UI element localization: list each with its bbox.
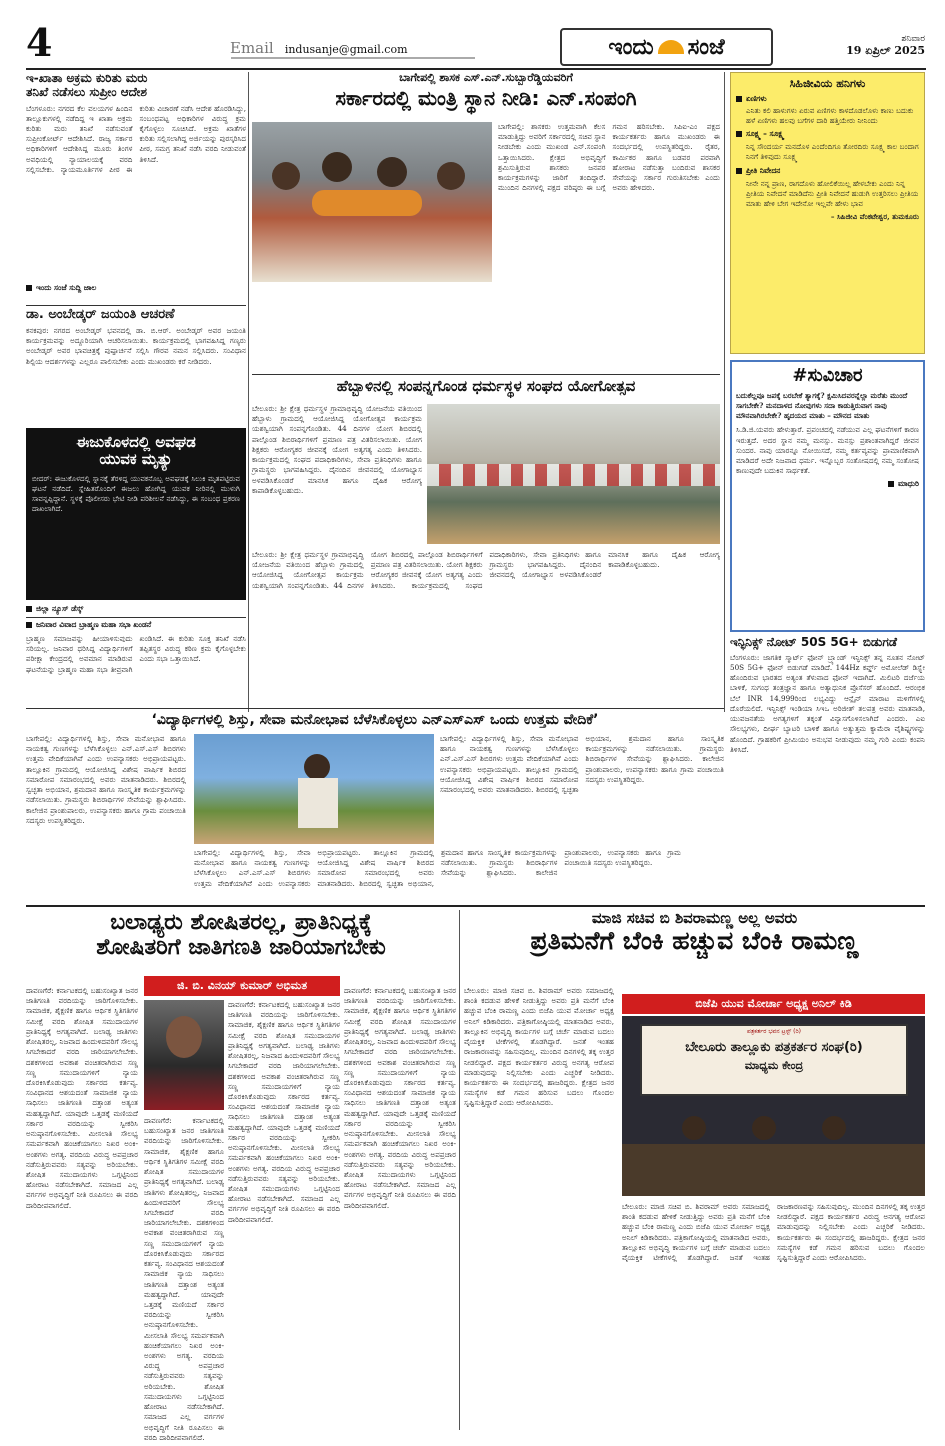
drowning-credit: ಜಿಲ್ಲಾ ನ್ಯೂಸ್ ಡೆಸ್ಕ್ bbox=[26, 604, 246, 614]
census-title-1: ಬಲಾಢ್ಯರು ಶೋಷಿತರಲ್ಲ, ಪ್ರಾತಿನಿಧ್ಯಕ್ಕೆ bbox=[110, 910, 372, 935]
census-body-mid: ದಾವಣಗೆರೆ: ಕರ್ನಾಟಕದಲ್ಲಿ ಬಹುಸಂಖ್ಯಾತ ಜನರ ಜಾತಿಗಣತಿ ವರದಿಯನ್ನು ಜಾರಿಗೊಳಿಸಬೇಕು. ಸಾಮಾಜಿಕ, ಶೈಕ್ಷಣಿಕ ಹಾಗೂ ಆರ್ಥಿಕ ಸ್ಥಿತಿಗತಿಗಳ ಸಮೀಕ್ಷೆ ವರದಿ ಶೋಷಿತ ಸಮುದಾಯಗಳ ಪ್ರಾತಿನಿಧ್ಯಕ್ಕೆ ಅಗತ್ಯವಾಗಿದೆ. ಬಲಾಢ್ಯ ಜಾತಿಗಳು ಶೋಷಿತರಲ್ಲ, ನಿಜವಾದ ಹಿಂದುಳಿದವರಿಗೆ ಸೌಲಭ್ಯ ಸಿಗಬೇಕಾದರೆ ವರದಿ ಜಾರಿಯಾಗಲೇಬೇಕು. ದಶಕಗಳಿಂದ ಅವಕಾಶ ವಂಚಿತರಾಗಿರುವ ಸಣ್ಣ ಸಣ್ಣ ಸಮುದಾಯಗಳಿಗೆ ನ್ಯಾಯ ದೊರಕಿಸಿಕೊಡುವುದು ಸರ್ಕಾರದ ಕರ್ತವ್ಯ. ಸಂವಿಧಾನದ ಆಶಯದಂತೆ ಸಾಮಾಜಿಕ ನ್ಯಾಯ ಸಾಧಿಸಲು ಜಾತಿಗಣತಿ ದತ್ತಾಂಶ ಅತ್ಯಂತ ಮಹತ್ವದ್ದಾಗಿದೆ. ಯಾವುದೇ ಒತ್ತಡಕ್ಕೆ ಮಣಿಯದೆ ಸರ್ಕಾರ ವರದಿಯನ್ನು ಸ್ವೀಕರಿಸಿ ಅನುಷ್ಠಾನಗೊಳಿಸಬೇಕು. ಮೀಸಲಾತಿ ಸೌಲಭ್ಯ ಸಮರ್ಪಕವಾಗಿ ಹಂಚಿಕೆಯಾಗಲು ನಿಖರ ಅಂಕಿ-ಅಂಶಗಳು ಅಗತ್ಯ. ವರದಿಯ ವಿರುದ್ಧ ಅಪಪ್ರಚಾರ ನಡೆಸುತ್ತಿರುವವರು ಸತ್ಯವನ್ನು ಅರಿಯಬೇಕು. ಶೋಷಿತ ಸಮುದಾಯಗಳು ಒಗ್ಗಟ್ಟಿನಿಂದ ಹೋರಾಟ ನಡೆಸಬೇಕಾಗಿದೆ. ಸಮಾಜದ ಎಲ್ಲ ವರ್ಗಗಳ ಅಭಿವೃದ್ಧಿಗೆ ನೀತಿ ರೂಪಿಸಲು ಈ ವರದಿ ದಾರಿದೀಪವಾಗಲಿದೆ. bbox=[228, 1000, 340, 1224]
masthead-date bbox=[815, 34, 925, 64]
logo-text-left: ಇಂದು bbox=[608, 34, 654, 60]
nss-top-rule bbox=[26, 708, 724, 709]
minister-photo bbox=[252, 122, 492, 282]
ambedkar-body: ಕನಕಪುರ: ನಗರದ ಅಂಬೇಡ್ಕರ್ ಭವನದಲ್ಲಿ ಡಾ. ಬಿ.ಆರ್. ಅಂಬೇಡ್ಕರ್ ಅವರ ಜಯಂತಿ ಕಾರ್ಯಕ್ರಮವನ್ನು ಅದ್ದೂರಿಯಾಗಿ ಆಚರಿಸಲಾಯಿತು. ಕಾರ್ಯಕ್ರಮದಲ್ಲಿ ಭಾಗವಹಿಸಿದ್ದ ಗಣ್ಯರು ಅಂಬೇಡ್ಕರ್ ಅವರ ಭಾವಚಿತ್ರಕ್ಕೆ ಪುಷ್ಪಾರ್ಚನೆ ಸಲ್ಲಿಸಿ ಗೌರವ ನಮನ ಸಲ್ಲಿಸಿದರು. ಸಂವಿಧಾನ ಶಿಲ್ಪಿಯ ಆದರ್ಶಗಳನ್ನು ಎಲ್ಲರೂ ಪಾಲಿಸಬೇಕು ಎಂದು ಮುಖಂಡರು ಕರೆ ನೀಡಿದರು. bbox=[26, 325, 246, 366]
suvichara-body: ಸಿ.ಡಿ.ಜಿ.ಯವರು ಹೇಳುತ್ತಾರೆ. ಪ್ರಪಂಚದಲ್ಲಿ ನಡೆಯುವ ಎಲ್ಲ ಘಟನೆಗಳಿಗೆ ಕಾರಣ ಇರುತ್ತದೆ. ಅದರ ಸ್ಥಾನ ನಮ್ಮ ಮನಸ್ಸು. ಮನಸ್ಸು ಪ್ರಶಾಂತವಾಗಿದ್ದರೆ ಜೀವನ ಸುಂದರ. ನಾವು ಯಾರನ್ನೂ ನೋಯಿಸದೆ, ನಮ್ಮ ಕರ್ತವ್ಯವನ್ನು ಪ್ರಾಮಾಣಿಕವಾಗಿ ಮಾಡಿದರೆ ಅದೇ ನಿಜವಾದ ಧರ್ಮ. ಇನ್ನೊಬ್ಬರ ಸಂತೋಷದಲ್ಲಿ ನಮ್ಮ ಸಂತೋಷ ಕಾಣುವುದೇ ಬದುಕಿನ ಸಾರ್ಥಕತೆ. bbox=[736, 425, 919, 476]
poetry-sec3-title: ಪ್ರೀತಿ ನಿವೇದನ bbox=[736, 166, 919, 176]
suvichara-box bbox=[730, 360, 925, 632]
center-rule-1 bbox=[252, 374, 720, 375]
ekhata-title-1: ಇ-ಖಾತಾ ಅಕ್ರಮ ಕುರಿತು ಮರು bbox=[26, 71, 148, 85]
ekhata-body: ಬೆಂಗಳೂರು: ನಗರದ ಕೆಲ ವಲಯಗಳ ಹಿಂದಿನ ತಾಲ್ಲೂಕುಗಳಲ್ಲಿ ನಡೆದಿದ್ದ ಇ ಖಾತಾ ಅಕ್ರಮ ಕುರಿತು ಮರು ತನಿಖೆ ನಡೆಸುವಂತೆ ಸುಪ್ರೀಂಕೋರ್ಟ್ ಆದೇಶಿಸಿದೆ. ರಾಜ್ಯ ಸರ್ಕಾರ ಅಧಿಕಾರಿಗಳಿಗೆ ಆದೇಶಿಸಿದ್ದ ಮೂರು ತಿಂಗಳ ಅವಧಿಯಲ್ಲಿ ನ್ಯಾಯಾಲಯಕ್ಕೆ ವರದಿ ಸಲ್ಲಿಸಬೇಕು. ನ್ಯಾಯಮೂರ್ತಿಗಳ ಪೀಠ ಈ ಕುರಿತು ವಿಚಾರಣೆ ನಡೆಸಿ ಆದೇಶ ಹೊರಡಿಸಿದ್ದು, ಸಂಬಂಧಪಟ್ಟ ಅಧಿಕಾರಿಗಳ ವಿರುದ್ಧ ಕ್ರಮ ಕೈಗೊಳ್ಳಲು ಸೂಚಿಸಿದೆ. ಅಕ್ರಮ ಖಾತೆಗಳ ಕುರಿತು ಸಲ್ಲಿಸಲಾಗಿದ್ದ ಅರ್ಜಿಯನ್ನು ಪುರಸ್ಕರಿಸಿದ ಪೀಠ, ಸಮಗ್ರ ತನಿಖೆ ನಡೆಸಿ ವರದಿ ನೀಡುವಂತೆ ತಿಳಿಸಿದೆ. bbox=[26, 103, 246, 174]
ekhata-credit: ಇಂದು ಸಂಜೆ ಸುದ್ದಿ ಜಾಲ bbox=[26, 283, 246, 293]
census-body-right: ದಾವಣಗೆರೆ: ಕರ್ನಾಟಕದಲ್ಲಿ ಬಹುಸಂಖ್ಯಾತ ಜನರ ಜಾತಿಗಣತಿ ವರದಿಯನ್ನು ಜಾರಿಗೊಳಿಸಬೇಕು. ಸಾಮಾಜಿಕ, ಶೈಕ್ಷಣಿಕ ಹಾಗೂ ಆರ್ಥಿಕ ಸ್ಥಿತಿಗತಿಗಳ ಸಮೀಕ್ಷೆ ವರದಿ ಶೋಷಿತ ಸಮುದಾಯಗಳ ಪ್ರಾತಿನಿಧ್ಯಕ್ಕೆ ಅಗತ್ಯವಾಗಿದೆ. ಬಲಾಢ್ಯ ಜಾತಿಗಳು ಶೋಷಿತರಲ್ಲ, ನಿಜವಾದ ಹಿಂದುಳಿದವರಿಗೆ ಸೌಲಭ್ಯ ಸಿಗಬೇಕಾದರೆ ವರದಿ ಜಾರಿಯಾಗಲೇಬೇಕು. ದಶಕಗಳಿಂದ ಅವಕಾಶ ವಂಚಿತರಾಗಿರುವ ಸಣ್ಣ ಸಣ್ಣ ಸಮುದಾಯಗಳಿಗೆ ನ್ಯಾಯ ದೊರಕಿಸಿಕೊಡುವುದು ಸರ್ಕಾರದ ಕರ್ತವ್ಯ. ಸಂವಿಧಾನದ ಆಶಯದಂತೆ ಸಾಮಾಜಿಕ ನ್ಯಾಯ ಸಾಧಿಸಲು ಜಾತಿಗಣತಿ ದತ್ತಾಂಶ ಅತ್ಯಂತ ಮಹತ್ವದ್ದಾಗಿದೆ. ಯಾವುದೇ ಒತ್ತಡಕ್ಕೆ ಮಣಿಯದೆ ಸರ್ಕಾರ ವರದಿಯನ್ನು ಸ್ವೀಕರಿಸಿ ಅನುಷ್ಠಾನಗೊಳಿಸಬೇಕು. ಮೀಸಲಾತಿ ಸೌಲಭ್ಯ ಸಮರ್ಪಕವಾಗಿ ಹಂಚಿಕೆಯಾಗಲು ನಿಖರ ಅಂಕಿ-ಅಂಶಗಳು ಅಗತ್ಯ. ವರದಿಯ ವಿರುದ್ಧ ಅಪಪ್ರಚಾರ ನಡೆಸುತ್ತಿರುವವರು ಸತ್ಯವನ್ನು ಅರಿಯಬೇಕು. ಶೋಷಿತ ಸಮುದಾಯಗಳು ಒಗ್ಗಟ್ಟಿನಿಂದ ಹೋರಾಟ ನಡೆಸಬೇಕಾಗಿದೆ. ಸಮಾಜದ ಎಲ್ಲ ವರ್ಗಗಳ ಅಭಿವೃದ್ಧಿಗೆ ನೀತಿ ರೂಪಿಸಲು ಈ ವರದಿ ದಾರಿದೀಪವಾಗಲಿದೆ. bbox=[344, 986, 456, 1210]
infinix-title: ಇನ್ಫಿನಿಕ್ಸ್ ನೋಟ್ 50S 5G+ ಬಿಡುಗಡೆ bbox=[730, 635, 897, 649]
poetry-sec1-title: ಏಣಿಗಳು bbox=[736, 94, 919, 104]
shivaramanna-photo-caption: ಬಿಜೆಪಿ ಯುವ ಮೋರ್ಚಾ ಅಧ್ಯಕ್ಷ ಅನಿಲ್ ಕಿಡಿ bbox=[622, 994, 925, 1014]
nss-body-right: ಬಾಗೇಪಲ್ಲಿ: ವಿದ್ಯಾರ್ಥಿಗಳಲ್ಲಿ ಶಿಸ್ತು, ಸೇವಾ ಮನೋಭಾವ ಹಾಗೂ ನಾಯಕತ್ವ ಗುಣಗಳನ್ನು ಬೆಳೆಸಿಕೊಳ್ಳಲು ಎನ್.ಎಸ್.ಎಸ್ ಶಿಬಿರಗಳು ಉತ್ತಮ ವೇದಿಕೆಯಾಗಿವೆ ಎಂದು ಉಪನ್ಯಾಸಕರು ಅಭಿಪ್ರಾಯಪಟ್ಟರು. ತಾಲ್ಲೂಕಿನ ಗ್ರಾಮದಲ್ಲಿ ಆಯೋಜಿಸಿದ್ದ ವಿಶೇಷ ವಾರ್ಷಿಕ ಶಿಬಿರದ ಸಮಾರೋಪ ಸಮಾರಂಭದಲ್ಲಿ ಅವರು ಮಾತನಾಡಿದರು. ಶಿಬಿರದಲ್ಲಿ ಸ್ವಚ್ಛತಾ ಅಭಿಯಾನ, ಶ್ರಮದಾನ ಹಾಗೂ ಸಾಂಸ್ಕೃತಿಕ ಕಾರ್ಯಕ್ರಮಗಳನ್ನು ನಡೆಸಲಾಯಿತು. ಗ್ರಾಮಸ್ಥರು ಶಿಬಿರಾರ್ಥಿಗಳ ಸೇವೆಯನ್ನು ಶ್ಲಾಘಿಸಿದರು. ಕಾಲೇಜಿನ ಪ್ರಾಂಶುಪಾಲರು, ಉಪನ್ಯಾಸಕರು ಹಾಗೂ ಗ್ರಾಮ ಪಂಚಾಯಿತಿ ಸದಸ್ಯರು ಉಪಸ್ಥಿತರಿದ್ದರು. bbox=[440, 734, 724, 795]
article-ambedkar bbox=[26, 308, 246, 424]
minister-kicker: ಬಾಗೇಪಲ್ಲಿ ಶಾಸಕ ಎಸ್.ಎನ್.ಸುಬ್ಬಾರೆಡ್ಡಿಯವರಿಗೆ bbox=[399, 71, 573, 84]
masthead-rule bbox=[26, 68, 926, 70]
col-divider-bottom bbox=[459, 910, 460, 1430]
poetry-sidebar bbox=[730, 72, 925, 354]
infinix-body: ಬೆಂಗಳೂರು: ಜಾಗತಿಕ ಸ್ಮಾರ್ಟ್ ಫೋನ್ ಬ್ರ್ಯಾಂಡ್ ಇನ್ಫಿನಿಕ್ಸ್ ತನ್ನ ನೂತನ ನೋಟ್ 50S 5G+ ಫೋನ್ ಬಿಡುಗಡೆ ಮಾಡಿದೆ. 144Hz ಕರ್ವ್ಡ್ ಅಮೋಲೆಡ್ ಡಿಸ್ಪ್ಲೇ ಹೊಂದಿರುವ ಭಾರತದ ಅತ್ಯಂತ ತೆಳುವಾದ ಫೋನ್ ಇದಾಗಿದೆ. ಮಿಲಿಟರಿ ದರ್ಜೆಯ ಬಾಳಿಕೆ, ಸುಗಂಧ ತಂತ್ರಜ್ಞಾನ ಹಾಗೂ ಅತ್ಯಾಧುನಿಕ ಪ್ರೊಸೆಸರ್ ಹೊಂದಿದೆ. ಆರಂಭಿಕ ಬೆಲೆ INR 14,999ರಿಂದ ಲಭ್ಯವಿದ್ದು ಆನ್ಲೈನ್ ಮಾರಾಟ ಮಳಿಗೆಗಳಲ್ಲಿ ದೊರೆಯಲಿದೆ. ಇನ್ಫಿನಿಕ್ಸ್ ಇಂಡಿಯಾ ಸಿಇಒ ಅರಿಜೀತ್ ತಲಪತ್ರ ಅವರು ಮಾತನಾಡಿ, ಯುವಜನತೆಯ ಅಗತ್ಯಗಳಿಗೆ ತಕ್ಕಂತೆ ವಿನ್ಯಾಸಗೊಳಿಸಲಾಗಿದೆ ಎಂದರು. ಎಐ ಸೌಲಭ್ಯಗಳು, ದೀರ್ಘ ಬ್ಯಾಟರಿ ಬಾಳಿಕೆ ಹಾಗೂ ಅತ್ಯುತ್ತಮ ಕ್ಯಾಮೆರಾ ವೈಶಿಷ್ಟ್ಯಗಳನ್ನು ಹೊಂದಿದೆ. ಗ್ರಾಹಕರಿಗೆ ಪ್ರೀಮಿಯಂ ಅನುಭವ ನೀಡುವುದು ನಮ್ಮ ಗುರಿ ಎಂದು ಕಂಪನಿ ತಿಳಿಸಿದೆ. bbox=[730, 652, 925, 754]
press-meet-photo bbox=[622, 1016, 925, 1196]
census-body-under-photo: ದಾವಣಗೆರೆ: ಕರ್ನಾಟಕದಲ್ಲಿ ಬಹುಸಂಖ್ಯಾತ ಜನರ ಜಾತಿಗಣತಿ ವರದಿಯನ್ನು ಜಾರಿಗೊಳಿಸಬೇಕು. ಸಾಮಾಜಿಕ, ಶೈಕ್ಷಣಿಕ ಹಾಗೂ ಆರ್ಥಿಕ ಸ್ಥಿತಿಗತಿಗಳ ಸಮೀಕ್ಷೆ ವರದಿ ಶೋಷಿತ ಸಮುದಾಯಗಳ ಪ್ರಾತಿನಿಧ್ಯಕ್ಕೆ ಅಗತ್ಯವಾಗಿದೆ. ಬಲಾಢ್ಯ ಜಾತಿಗಳು ಶೋಷಿತರಲ್ಲ, ನಿಜವಾದ ಹಿಂದುಳಿದವರಿಗೆ ಸೌಲಭ್ಯ ಸಿಗಬೇಕಾದರೆ ವರದಿ ಜಾರಿಯಾಗಲೇಬೇಕು. ದಶಕಗಳಿಂದ ಅವಕಾಶ ವಂಚಿತರಾಗಿರುವ ಸಣ್ಣ ಸಣ್ಣ ಸಮುದಾಯಗಳಿಗೆ ನ್ಯಾಯ ದೊರಕಿಸಿಕೊಡುವುದು ಸರ್ಕಾರದ ಕರ್ತವ್ಯ. ಸಂವಿಧಾನದ ಆಶಯದಂತೆ ಸಾಮಾಜಿಕ ನ್ಯಾಯ ಸಾಧಿಸಲು ಜಾತಿಗಣತಿ ದತ್ತಾಂಶ ಅತ್ಯಂತ ಮಹತ್ವದ್ದಾಗಿದೆ. ಯಾವುದೇ ಒತ್ತಡಕ್ಕೆ ಮಣಿಯದೆ ಸರ್ಕಾರ ವರದಿಯನ್ನು ಸ್ವೀಕರಿಸಿ ಅನುಷ್ಠಾನಗೊಳಿಸಬೇಕು. ಮೀಸಲಾತಿ ಸೌಲಭ್ಯ ಸಮರ್ಪಕವಾಗಿ ಹಂಚಿಕೆಯಾಗಲು ನಿಖರ ಅಂಕಿ-ಅಂಶಗಳು ಅಗತ್ಯ. ವರದಿಯ ವಿರುದ್ಧ ಅಪಪ್ರಚಾರ ನಡೆಸುತ್ತಿರುವವರು ಸತ್ಯವನ್ನು ಅರಿಯಬೇಕು. ಶೋಷಿತ ಸಮುದಾಯಗಳು ಒಗ್ಗಟ್ಟಿನಿಂದ ಹೋರಾಟ ನಡೆಸಬೇಕಾಗಿದೆ. ಸಮಾಜದ ಎಲ್ಲ ವರ್ಗಗಳ ಅಭಿವೃದ್ಧಿಗೆ ನೀತಿ ರೂಪಿಸಲು ಈ ವರದಿ ದಾರಿದೀಪವಾಗಲಿದೆ. bbox=[144, 1116, 224, 1442]
yoga-body-lower: ಬೇಲೂರು: ಶ್ರೀ ಕ್ಷೇತ್ರ ಧರ್ಮಸ್ಥಳ ಗ್ರಾಮಾಭಿವೃದ್ಧಿ ಯೋಜನೆಯ ವತಿಯಿಂದ ಹೆಬ್ಬಾಳು ಗ್ರಾಮದಲ್ಲಿ ಆಯೋಜಿಸಿದ್ದ ಯೋಗೋತ್ಸವ ಕಾರ್ಯಕ್ರಮ ಯಶಸ್ವಿಯಾಗಿ ಸಂಪನ್ನಗೊಂಡಿತು. 44 ದಿನಗಳ ಯೋಗ ಶಿಬಿರದಲ್ಲಿ ಪಾಲ್ಗೊಂಡ ಶಿಬಿರಾರ್ಥಿಗಳಿಗೆ ಪ್ರಮಾಣ ಪತ್ರ ವಿತರಿಸಲಾಯಿತು. ಯೋಗ ಶಿಕ್ಷಕರು ಆರೋಗ್ಯಕರ ಜೀವನಕ್ಕೆ ಯೋಗ ಅತ್ಯಗತ್ಯ ಎಂದು ತಿಳಿಸಿದರು. ಕಾರ್ಯಕ್ರಮದಲ್ಲಿ ಸಂಘದ ಪದಾಧಿಕಾರಿಗಳು, ಸೇವಾ ಪ್ರತಿನಿಧಿಗಳು ಹಾಗೂ ಗ್ರಾಮಸ್ಥರು ಭಾಗವಹಿಸಿದ್ದರು. ದೈನಂದಿನ ಜೀವನದಲ್ಲಿ ಯೋಗಾಭ್ಯಾಸ ಅಳವಡಿಸಿಕೊಂಡರೆ ಮಾನಸಿಕ ಹಾಗೂ ದೈಹಿಕ ಆರೋಗ್ಯ ಕಾಪಾಡಿಕೊಳ್ಳಬಹುದು. bbox=[252, 550, 720, 590]
poetry-sec2-title: ಸೂಕ್ಷ್ಮ – ಸೂಕ್ಷ್ಮ bbox=[736, 129, 919, 139]
minister-title: ಸರ್ಕಾರದಲ್ಲಿ ಮಂತ್ರಿ ಸ್ಥಾನ ನೀಡಿ: ಎನ್.ಸಂಪಂಗಿ bbox=[335, 85, 637, 110]
census-body-left: ದಾವಣಗೆರೆ: ಕರ್ನಾಟಕದಲ್ಲಿ ಬಹುಸಂಖ್ಯಾತ ಜನರ ಜಾತಿಗಣತಿ ವರದಿಯನ್ನು ಜಾರಿಗೊಳಿಸಬೇಕು. ಸಾಮಾಜಿಕ, ಶೈಕ್ಷಣಿಕ ಹಾಗೂ ಆರ್ಥಿಕ ಸ್ಥಿತಿಗತಿಗಳ ಸಮೀಕ್ಷೆ ವರದಿ ಶೋಷಿತ ಸಮುದಾಯಗಳ ಪ್ರಾತಿನಿಧ್ಯಕ್ಕೆ ಅಗತ್ಯವಾಗಿದೆ. ಬಲಾಢ್ಯ ಜಾತಿಗಳು ಶೋಷಿತರಲ್ಲ, ನಿಜವಾದ ಹಿಂದುಳಿದವರಿಗೆ ಸೌಲಭ್ಯ ಸಿಗಬೇಕಾದರೆ ವರದಿ ಜಾರಿಯಾಗಲೇಬೇಕು. ದಶಕಗಳಿಂದ ಅವಕಾಶ ವಂಚಿತರಾಗಿರುವ ಸಣ್ಣ ಸಣ್ಣ ಸಮುದಾಯಗಳಿಗೆ ನ್ಯಾಯ ದೊರಕಿಸಿಕೊಡುವುದು ಸರ್ಕಾರದ ಕರ್ತವ್ಯ. ಸಂವಿಧಾನದ ಆಶಯದಂತೆ ಸಾಮಾಜಿಕ ನ್ಯಾಯ ಸಾಧಿಸಲು ಜಾತಿಗಣತಿ ದತ್ತಾಂಶ ಅತ್ಯಂತ ಮಹತ್ವದ್ದಾಗಿದೆ. ಯಾವುದೇ ಒತ್ತಡಕ್ಕೆ ಮಣಿಯದೆ ಸರ್ಕಾರ ವರದಿಯನ್ನು ಸ್ವೀಕರಿಸಿ ಅನುಷ್ಠಾನಗೊಳಿಸಬೇಕು. ಮೀಸಲಾತಿ ಸೌಲಭ್ಯ ಸಮರ್ಪಕವಾಗಿ ಹಂಚಿಕೆಯಾಗಲು ನಿಖರ ಅಂಕಿ-ಅಂಶಗಳು ಅಗತ್ಯ. ವರದಿಯ ವಿರುದ್ಧ ಅಪಪ್ರಚಾರ ನಡೆಸುತ್ತಿರುವವರು ಸತ್ಯವನ್ನು ಅರಿಯಬೇಕು. ಶೋಷಿತ ಸಮುದಾಯಗಳು ಒಗ್ಗಟ್ಟಿನಿಂದ ಹೋರಾಟ ನಡೆಸಬೇಕಾಗಿದೆ. ಸಮಾಜದ ಎಲ್ಲ ವರ್ಗಗಳ ಅಭಿವೃದ್ಧಿಗೆ ನೀತಿ ರೂಪಿಸಲು ಈ ವರದಿ ದಾರಿದೀಪವಾಗಲಿದೆ. bbox=[26, 986, 138, 1210]
brahmin-body: ಬ್ರಾಹ್ಮಣ ಸಮಾಜವನ್ನು ಹೀಯಾಳಿಸುವುದು ಸರಿಯಲ್ಲ. ಜನಿವಾರ ಧರಿಸಿದ್ದ ವಿದ್ಯಾರ್ಥಿಗಳಿಗೆ ಪರೀಕ್ಷಾ ಕೇಂದ್ರದಲ್ಲಿ ಅವಮಾನ ಮಾಡಿರುವ ಘಟನೆಯನ್ನು ಬ್ರಾಹ್ಮಣ ಮಹಾ ಸಭಾ ತೀವ್ರವಾಗಿ ಖಂಡಿಸಿದೆ. ಈ ಕುರಿತು ಸೂಕ್ತ ತನಿಖೆ ನಡೆಸಿ ತಪ್ಪಿತಸ್ಥರ ವಿರುದ್ಧ ಕಠಿಣ ಕ್ರಮ ಕೈಗೊಳ್ಳಬೇಕು ಎಂದು ಸಭಾ ಒತ್ತಾಯಿಸಿದೆ. bbox=[26, 634, 246, 674]
email-block bbox=[230, 38, 430, 58]
nss-title: ‘ವಿದ್ಯಾರ್ಥಿಗಳಲ್ಲಿ ಶಿಸ್ತು, ಸೇವಾ ಮನೋಭಾವ ಬೆಳೆಸಿಕೊಳ್ಳಲು ಎನ್ಎಸ್ಎಸ್ ಒಂದು ಉತ್ತಮ ವೇದಿಕೆ’ bbox=[151, 712, 599, 728]
press-banner-sub: ಮಾಧ್ಯಮ ಕೇಂದ್ರ bbox=[744, 1059, 804, 1072]
article-shivaramanna bbox=[464, 910, 925, 1430]
poetry-title: ಸಿಹಿಜೀವಿಯ ಹನಿಗಳು bbox=[789, 77, 866, 90]
masthead bbox=[0, 0, 945, 66]
col1-rule-1 bbox=[26, 305, 246, 306]
drowning-title-1: ಈಜುಕೊಳದಲ್ಲಿ ಅವಘಡ bbox=[76, 433, 196, 451]
email-label: Email bbox=[230, 39, 274, 57]
masthead-rule-left bbox=[231, 57, 475, 59]
brahmin-caption: ಜನಿವಾರ ವಿವಾದ ಬ್ರಾಹ್ಮಣ ಮಹಾ ಸಭಾ ಖಂಡನೆ bbox=[26, 620, 246, 630]
ambedkar-title: ಡಾ. ಅಂಬೇಡ್ಕರ್ ಜಯಂತಿ ಆಚರಣೆ bbox=[26, 307, 175, 322]
poetry-sec2-body: ನಿನ್ನ ಸೌಂದರ್ಯ ಮನದೊಳ ಎಂದೆಂದಿಗೂ ತೋರದಿರು ಸೂಕ್ಷ್ಮ ಕಾಲ ಬಂದಾಗ ನಿನಗೆ ತಿಳಿವುದು ಸೂಕ್ಷ್ಮ bbox=[746, 142, 919, 162]
suvichara-quote: ಬದುಕೆಲ್ಲವೂ ಜಪಕ್ಕೆ ಬರಬೇಕೆ ತ್ಯಾಗಕ್ಕೆ? ಕ್ಷಮಿಸಿದವರನ್ನೆಲ್ಲಾ ಮರೆತು ಮುಂದೆ ಸಾಗಬೇಕೇ? ಮನದಾಳದ ನೋವುಗಳು ಸದಾ ಕಾಡುತ್ತಿರುವಾಗ ನಾವು ಮೌನವಾಗಿರಬೇಕೇ? ಹೃದಯದ ಮಾತು – ಮೌನದ ಮಾತು bbox=[736, 390, 908, 421]
article-nss bbox=[26, 712, 724, 902]
shivaramanna-body-lower: ಬೇಲೂರು: ಮಾಜಿ ಸಚಿವ ಬಿ. ಶಿವರಾಮ್ ಅವರು ಸಮಾಜದಲ್ಲಿ ಶಾಂತಿ ಕದಡುವ ಹೇಳಿಕೆ ನೀಡುತ್ತಿದ್ದು ಅವರು ಪ್ರತಿ ಮನೆಗೆ ಬೆಂಕಿ ಹಚ್ಚುವ ಬೆಂಕಿ ರಾಮಣ್ಣ ಎಂದು ಬಿಜೆಪಿ ಯುವ ಮೋರ್ಚಾ ಅಧ್ಯಕ್ಷ ಅನಿಲ್ ಕಿಡಿಕಾರಿದರು. ಪತ್ರಿಕಾಗೋಷ್ಠಿಯಲ್ಲಿ ಮಾತನಾಡಿದ ಅವರು, ತಾಲ್ಲೂಕಿನ ಅಭಿವೃದ್ಧಿ ಕಾರ್ಯಗಳ ಬಗ್ಗೆ ಚರ್ಚೆ ಮಾಡುವ ಬದಲು ವೈಯಕ್ತಿಕ ಟೀಕೆಗಳಲ್ಲಿ ತೊಡಗಿದ್ದಾರೆ. ಜನತೆ ಇಂತಹ ರಾಜಕಾರಣವನ್ನು ಸಹಿಸುವುದಿಲ್ಲ. ಮುಂದಿನ ದಿನಗಳಲ್ಲಿ ತಕ್ಕ ಉತ್ತರ ನೀಡಲಿದ್ದಾರೆ. ಪಕ್ಷದ ಕಾರ್ಯಕರ್ತರ ವಿರುದ್ಧ ಅನಗತ್ಯ ಆರೋಪ ಮಾಡುವುದನ್ನು ನಿಲ್ಲಿಸಬೇಕು ಎಂದು ಎಚ್ಚರಿಕೆ ನೀಡಿದರು. ಕಾರ್ಯಕರ್ತರು ಈ ಸಂದರ್ಭದಲ್ಲಿ ಹಾಜರಿದ್ದರು. ಕ್ಷೇತ್ರದ ಜನರ ಸಮಸ್ಯೆಗಳ ಕಡೆ ಗಮನ ಹರಿಸುವ ಬದಲು ಗೊಂದಲ ಸೃಷ್ಟಿಸುತ್ತಿದ್ದಾರೆ ಎಂದು ಆರೋಪಿಸಿದರು. bbox=[622, 1202, 925, 1263]
article-minister bbox=[252, 72, 720, 372]
shivaramanna-title: ಪ್ರತಿಮನೆಗೆ ಬೆಂಕಿ ಹಚ್ಚುವ ಬೆಂಕಿ ರಾಮಣ್ಣ bbox=[530, 926, 859, 956]
nss-body-left: ಬಾಗೇಪಲ್ಲಿ: ವಿದ್ಯಾರ್ಥಿಗಳಲ್ಲಿ ಶಿಸ್ತು, ಸೇವಾ ಮನೋಭಾವ ಹಾಗೂ ನಾಯಕತ್ವ ಗುಣಗಳನ್ನು ಬೆಳೆಸಿಕೊಳ್ಳಲು ಎನ್.ಎಸ್.ಎಸ್ ಶಿಬಿರಗಳು ಉತ್ತಮ ವೇದಿಕೆಯಾಗಿವೆ ಎಂದು ಉಪನ್ಯಾಸಕರು ಅಭಿಪ್ರಾಯಪಟ್ಟರು. ತಾಲ್ಲೂಕಿನ ಗ್ರಾಮದಲ್ಲಿ ಆಯೋಜಿಸಿದ್ದ ವಿಶೇಷ ವಾರ್ಷಿಕ ಶಿಬಿರದ ಸಮಾರೋಪ ಸಮಾರಂಭದಲ್ಲಿ ಅವರು ಮಾತನಾಡಿದರು. ಶಿಬಿರದಲ್ಲಿ ಸ್ವಚ್ಛತಾ ಅಭಿಯಾನ, ಶ್ರಮದಾನ ಹಾಗೂ ಸಾಂಸ್ಕೃತಿಕ ಕಾರ್ಯಕ್ರಮಗಳನ್ನು ನಡೆಸಲಾಯಿತು. ಗ್ರಾಮಸ್ಥರು ಶಿಬಿರಾರ್ಥಿಗಳ ಸೇವೆಯನ್ನು ಶ್ಲಾಘಿಸಿದರು. ಕಾಲೇಜಿನ ಪ್ರಾಂಶುಪಾಲರು, ಉಪನ್ಯಾಸಕರು ಹಾಗೂ ಗ್ರಾಮ ಪಂಚಾಯಿತಿ ಸದಸ್ಯರು ಉಪಸ್ಥಿತರಿದ್ದರು. bbox=[26, 734, 186, 825]
nss-body-mid: ಬಾಗೇಪಲ್ಲಿ: ವಿದ್ಯಾರ್ಥಿಗಳಲ್ಲಿ ಶಿಸ್ತು, ಸೇವಾ ಮನೋಭಾವ ಹಾಗೂ ನಾಯಕತ್ವ ಗುಣಗಳನ್ನು ಬೆಳೆಸಿಕೊಳ್ಳಲು ಎನ್.ಎಸ್.ಎಸ್ ಶಿಬಿರಗಳು ಉತ್ತಮ ವೇದಿಕೆಯಾಗಿವೆ ಎಂದು ಉಪನ್ಯಾಸಕರು ಅಭಿಪ್ರಾಯಪಟ್ಟರು. ತಾಲ್ಲೂಕಿನ ಗ್ರಾಮದಲ್ಲಿ ಆಯೋಜಿಸಿದ್ದ ವಿಶೇಷ ವಾರ್ಷಿಕ ಶಿಬಿರದ ಸಮಾರೋಪ ಸಮಾರಂಭದಲ್ಲಿ ಅವರು ಮಾತನಾಡಿದರು. ಶಿಬಿರದಲ್ಲಿ ಸ್ವಚ್ಛತಾ ಅಭಿಯಾನ, ಶ್ರಮದಾನ ಹಾಗೂ ಸಾಂಸ್ಕೃತಿಕ ಕಾರ್ಯಕ್ರಮಗಳನ್ನು ನಡೆಸಲಾಯಿತು. ಗ್ರಾಮಸ್ಥರು ಶಿಬಿರಾರ್ಥಿಗಳ ಸೇವೆಯನ್ನು ಶ್ಲಾಘಿಸಿದರು. ಕಾಲೇಜಿನ ಪ್ರಾಂಶುಪಾಲರು, ಉಪನ್ಯಾಸಕರು ಹಾಗೂ ಗ್ರಾಮ ಪಂಚಾಯಿತಿ ಸದಸ್ಯರು ಉಪಸ್ಥಿತರಿದ್ದರು. bbox=[194, 848, 681, 888]
ekhata-title-2: ತನಿಖೆ ನಡೆಸಲು ಸುಪ್ರೀಂ ಆದೇಶ bbox=[26, 84, 147, 99]
poetry-author: – ಸಿಹಿಜೀವಿ ವೆಂಕಟೇಶ್ವರ, ತುಮಕೂರು bbox=[830, 212, 919, 222]
article-infinix bbox=[730, 636, 925, 900]
yoga-group-photo bbox=[427, 404, 720, 544]
poetry-sec1-body: ಎನಿತು ಕಲಿ ಹಾಳುಗಳು ಏರುವ ಏಣಿಗಳು ಕಾಳದೊಡಲೊಳು ಕಾಣು ಬದುಕು ಹಳೆ ಏಣಿಗಳು ಹಲವು ಬಗೆಗಳ ದಾರಿ ಹತ್ತಿಯೇರು ನೀನಿಂದು bbox=[746, 105, 914, 125]
col1-rule-2 bbox=[26, 617, 246, 618]
press-banner bbox=[640, 1024, 908, 1096]
poetry-sec3-body: ನೀನೇ ನನ್ನ ಪ್ರಾಣ, ರಾಗದೊಳು ಹೋಲಿಕೆಯಿಲ್ಲ ಹೇಳಬೇಕು ಎಂದು ನಿನ್ನ ಪ್ರೀತಿಯ ನಿವೇದನೆ ಮಾಡಿದೆನು ಪ್ರೀತಿ ನಿವೇದನೆ ಹುಡುಗಿ ಉತ್ತರಿಸಲು ಪ್ರೀತಿಯ ಮಾತು ಹೇಳಿ ಬೇಗ ಇದೇನೋ ಇಲ್ಲವೇ ಹೇಳು ಭಾವ bbox=[746, 178, 919, 208]
yoga-body: ಬೇಲೂರು: ಶ್ರೀ ಕ್ಷೇತ್ರ ಧರ್ಮಸ್ಥಳ ಗ್ರಾಮಾಭಿವೃದ್ಧಿ ಯೋಜನೆಯ ವತಿಯಿಂದ ಹೆಬ್ಬಾಳು ಗ್ರಾಮದಲ್ಲಿ ಆಯೋಜಿಸಿದ್ದ ಯೋಗೋತ್ಸವ ಕಾರ್ಯಕ್ರಮ ಯಶಸ್ವಿಯಾಗಿ ಸಂಪನ್ನಗೊಂಡಿತು. 44 ದಿನಗಳ ಯೋಗ ಶಿಬಿರದಲ್ಲಿ ಪಾಲ್ಗೊಂಡ ಶಿಬಿರಾರ್ಥಿಗಳಿಗೆ ಪ್ರಮಾಣ ಪತ್ರ ವಿತರಿಸಲಾಯಿತು. ಯೋಗ ಶಿಕ್ಷಕರು ಆರೋಗ್ಯಕರ ಜೀವನಕ್ಕೆ ಯೋಗ ಅತ್ಯಗತ್ಯ ಎಂದು ತಿಳಿಸಿದರು. ಕಾರ್ಯಕ್ರಮದಲ್ಲಿ ಸಂಘದ ಪದಾಧಿಕಾರಿಗಳು, ಸೇವಾ ಪ್ರತಿನಿಧಿಗಳು ಹಾಗೂ ಗ್ರಾಮಸ್ಥರು ಭಾಗವಹಿಸಿದ್ದರು. ದೈನಂದಿನ ಜೀವನದಲ್ಲಿ ಯೋಗಾಭ್ಯಾಸ ಅಳವಡಿಸಿಕೊಂಡರೆ ಮಾನಸಿಕ ಹಾಗೂ ದೈಹಿಕ ಆರೋಗ್ಯ ಕಾಪಾಡಿಕೊಳ್ಳಬಹುದು. bbox=[252, 404, 422, 495]
shivaramanna-body-left: ಬೇಲೂರು: ಮಾಜಿ ಸಚಿವ ಬಿ. ಶಿವರಾಮ್ ಅವರು ಸಮಾಜದಲ್ಲಿ ಶಾಂತಿ ಕದಡುವ ಹೇಳಿಕೆ ನೀಡುತ್ತಿದ್ದು ಅವರು ಪ್ರತಿ ಮನೆಗೆ ಬೆಂಕಿ ಹಚ್ಚುವ ಬೆಂಕಿ ರಾಮಣ್ಣ ಎಂದು ಬಿಜೆಪಿ ಯುವ ಮೋರ್ಚಾ ಅಧ್ಯಕ್ಷ ಅನಿಲ್ ಕಿಡಿಕಾರಿದರು. ಪತ್ರಿಕಾಗೋಷ್ಠಿಯಲ್ಲಿ ಮಾತನಾಡಿದ ಅವರು, ತಾಲ್ಲೂಕಿನ ಅಭಿವೃದ್ಧಿ ಕಾರ್ಯಗಳ ಬಗ್ಗೆ ಚರ್ಚೆ ಮಾಡುವ ಬದಲು ವೈಯಕ್ತಿಕ ಟೀಕೆಗಳಲ್ಲಿ ತೊಡಗಿದ್ದಾರೆ. ಜನತೆ ಇಂತಹ ರಾಜಕಾರಣವನ್ನು ಸಹಿಸುವುದಿಲ್ಲ. ಮುಂದಿನ ದಿನಗಳಲ್ಲಿ ತಕ್ಕ ಉತ್ತರ ನೀಡಲಿದ್ದಾರೆ. ಪಕ್ಷದ ಕಾರ್ಯಕರ್ತರ ವಿರುದ್ಧ ಅನಗತ್ಯ ಆರೋಪ ಮಾಡುವುದನ್ನು ನಿಲ್ಲಿಸಬೇಕು ಎಂದು ಎಚ್ಚರಿಕೆ ನೀಡಿದರು. ಕಾರ್ಯಕರ್ತರು ಈ ಸಂದರ್ಭದಲ್ಲಿ ಹಾಜರಿದ್ದರು. ಕ್ಷೇತ್ರದ ಜನರ ಸಮಸ್ಯೆಗಳ ಕಡೆ ಗಮನ ಹರಿಸುವ ಬದಲು ಗೊಂದಲ ಸೃಷ್ಟಿಸುತ್ತಿದ್ದಾರೆ ಎಂದು ಆರೋಪಿಸಿದರು. bbox=[464, 986, 614, 1108]
census-title-2: ಶೋಷಿತರಿಗೆ ಜಾತಿಗಣತಿ ಜಾರಿಯಾಗಬೇಕು bbox=[96, 935, 386, 961]
suvichara-title: #ಸುವಿಚಾರ bbox=[792, 365, 863, 386]
col-divider-2 bbox=[724, 72, 725, 712]
article-drowning bbox=[26, 428, 246, 600]
yoga-title: ಹೆಬ್ಬಾಳಿನಲ್ಲಿ ಸಂಪನ್ನಗೊಂಡ ಧರ್ಮಸ್ಥಳ ಸಂಘದ ಯೋಗೋತ್ಸವ bbox=[336, 377, 636, 395]
sun-icon bbox=[658, 40, 684, 54]
nss-photo bbox=[194, 734, 434, 844]
article-brahmin bbox=[26, 634, 246, 708]
page-number: 4 bbox=[26, 20, 53, 65]
census-author-photo bbox=[144, 1000, 224, 1110]
drowning-body: ಬೀದರ್: ಈಜುಕೊಳದಲ್ಲಿ ಸ್ನಾನಕ್ಕೆ ತೆರಳಿದ್ದ ಯುವಕನೊಬ್ಬ ಅವಘಡಕ್ಕೆ ಸಿಲುಕಿ ಮೃತಪಟ್ಟಿರುವ ಘಟನೆ ನಡೆದಿದೆ. ಸ್ನೇಹಿತರೊಂದಿಗೆ ಈಜಲು ಹೋಗಿದ್ದ ಯುವಕ ನೀರಿನಲ್ಲಿ ಮುಳುಗಿ ಸಾವನ್ನಪ್ಪಿದ್ದಾನೆ. ಸ್ಥಳಕ್ಕೆ ಪೊಲೀಸರು ಭೇಟಿ ನೀಡಿ ಪರಿಶೀಲನೆ ನಡೆಸಿದ್ದು, ಈ ಸಂಬಂಧ ಪ್ರಕರಣ ದಾಖಲಾಗಿದೆ. bbox=[32, 473, 240, 514]
suvichara-author: ಮಾಧುರಿ bbox=[736, 479, 919, 489]
issue-date: 19 ಏಪ್ರಿಲ್ 2025 bbox=[846, 44, 925, 57]
shivaramanna-kicker: ಮಾಜಿ ಸಚಿವ ಬಿ ಶಿವರಾಮಣ್ಣ ಅಲ್ಲ ಅವರು bbox=[591, 909, 798, 927]
press-banner-main: ಬೇಲೂರು ತಾಲ್ಲೂಕು ಪತ್ರಕರ್ತರ ಸಂಘ(ರಿ) bbox=[685, 1040, 863, 1055]
drowning-title-2: ಯುವಕ ಮೃತ್ಯು bbox=[99, 450, 173, 469]
col-divider-1 bbox=[248, 72, 249, 712]
census-opinion-tag: ಜಿ. ಬಿ. ವಿನಯ್ ಕುಮಾರ್ ಅಭಿಮತ bbox=[144, 976, 340, 996]
press-banner-top: ಪತ್ರಕರ್ತರ ಭವನ ಟ್ರಸ್ಟ್ (ರಿ) bbox=[746, 1028, 802, 1035]
issue-day: ಶನಿವಾರ bbox=[901, 34, 925, 44]
email-address[interactable]: indusanje@gmail.com bbox=[284, 43, 408, 56]
logo-text-right: ಸಂಜೆ bbox=[687, 34, 725, 60]
article-yoga bbox=[252, 378, 720, 703]
minister-body: ಬಾಗೇಪಲ್ಲಿ: ಶಾಸಕರು ಉತ್ತಮವಾಗಿ ಕೆಲಸ ಮಾಡುತ್ತಿದ್ದು ಅವರಿಗೆ ಸರ್ಕಾರದಲ್ಲಿ ಸಚಿವ ಸ್ಥಾನ ನೀಡಬೇಕು ಎಂದು ಮುಖಂಡ ಎನ್.ಸಂಪಂಗಿ ಒತ್ತಾಯಿಸಿದರು. ಕ್ಷೇತ್ರದ ಅಭಿವೃದ್ಧಿಗೆ ಶ್ರಮಿಸುತ್ತಿರುವ ಶಾಸಕರು ಜನಪರ ಕಾರ್ಯಕ್ರಮಗಳನ್ನು ಜಾರಿಗೆ ತಂದಿದ್ದಾರೆ. ಮುಂದಿನ ದಿನಗಳಲ್ಲಿ ಪಕ್ಷದ ವರಿಷ್ಠರು ಈ ಬಗ್ಗೆ ಗಮನ ಹರಿಸಬೇಕು. ಸಿಪಿಐ-ಎಂ ಪಕ್ಷದ ಕಾರ್ಯಕರ್ತರು ಹಾಗೂ ಮುಖಂಡರು ಈ ಸಂದರ್ಭದಲ್ಲಿ ಉಪಸ್ಥಿತರಿದ್ದರು. ರೈತರ, ಕಾರ್ಮಿಕರ ಹಾಗೂ ಬಡವರ ಪರವಾಗಿ ಹೋರಾಟ ನಡೆಸುತ್ತಾ ಬಂದಿರುವ ಶಾಸಕರ ಸೇವೆಯನ್ನು ಸರ್ಕಾರ ಗುರುತಿಸಬೇಕು ಎಂದು ಅವರು ಹೇಳಿದರು. bbox=[498, 122, 720, 193]
bottom-top-rule bbox=[26, 905, 925, 907]
article-ekhata bbox=[26, 72, 246, 304]
article-census bbox=[26, 910, 456, 1442]
logo bbox=[560, 28, 773, 66]
